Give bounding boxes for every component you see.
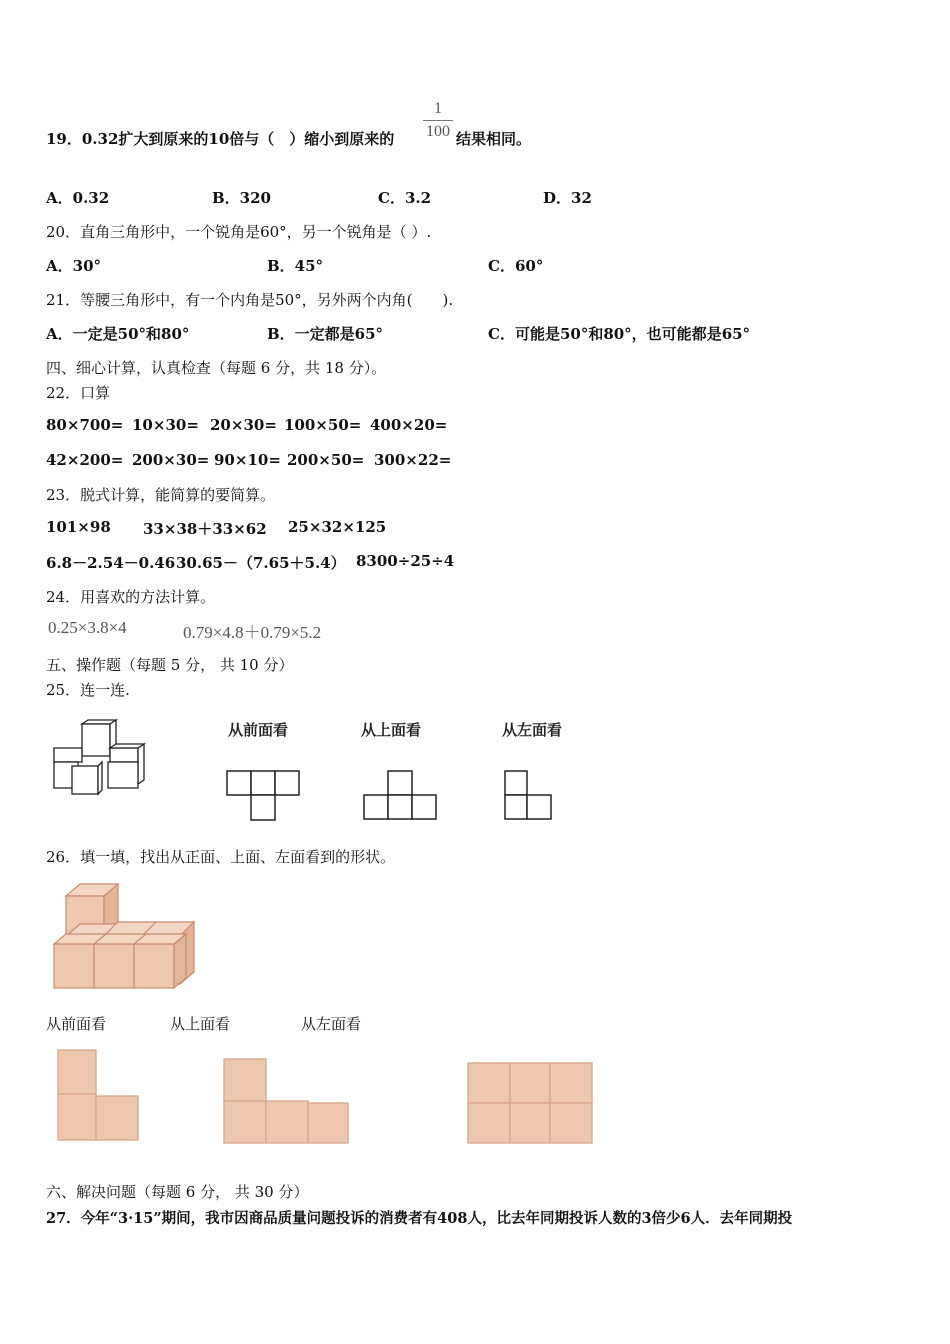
q23-item: 33×38＋33×62	[143, 520, 267, 538]
q22-item: 80×700=	[46, 416, 124, 434]
q23-item: 30.65－（7.65＋5.4）	[176, 554, 346, 572]
q25-view-left-label: 从左面看	[502, 721, 563, 739]
q19-option-d[interactable]: D．32	[543, 189, 592, 207]
q25-view-front-label: 从前面看	[228, 721, 289, 739]
q22-item: 200×30=	[132, 451, 210, 469]
q26-view-front-shape[interactable]	[56, 1048, 142, 1142]
q27-stem: 27．今年“3·15”期间，我市因商品质量问题投诉的消费者有408人，比去年同期投诉人数的3倍少6人．去年同期投	[46, 1210, 793, 1227]
q20-stem: 20．直角三角形中，一个锐角是60°，另一个锐角是（ ）.	[46, 223, 432, 241]
q25-cube-figure	[50, 718, 150, 798]
q21-stem: 21．等腰三角形中，有一个内角是50°，另外两个内角( ).	[46, 291, 454, 309]
fraction-numerator: 1	[434, 100, 442, 117]
q25-title: 25．连一连.	[46, 681, 130, 699]
q19-option-a[interactable]: A．0.32	[46, 189, 110, 207]
q20-option-c[interactable]: C．60°	[488, 257, 544, 275]
q19-stem	[46, 128, 394, 149]
q19-text-after: 结果相同。	[456, 130, 532, 148]
q24-expr-2: 0.79×4.8＋0.79×5.2	[183, 623, 322, 642]
q22-item: 42×200=	[46, 451, 124, 469]
q22-item: 200×50=	[287, 451, 365, 469]
q26-view-front-label: 从前面看	[46, 1015, 107, 1033]
q19-text-before: 19．0.32扩大到原来的10倍与（ ）缩小到原来的	[46, 130, 395, 148]
q25-view-top-shape[interactable]	[363, 770, 439, 822]
q25-view-left-shape[interactable]	[504, 770, 556, 822]
q23-item: 8300÷25÷4	[356, 552, 455, 570]
q22-item: 10×30=	[132, 416, 199, 434]
q21-option-b[interactable]: B．一定都是65°	[267, 325, 384, 343]
q23-item: 6.8－2.54－0.46	[46, 554, 176, 572]
q24-title: 24．用喜欢的方法计算。	[46, 588, 216, 606]
q25-view-front-shape[interactable]	[226, 770, 302, 822]
q26-view-left-shape[interactable]	[466, 1061, 594, 1145]
q23-item: 101×98	[46, 518, 111, 536]
q19-fraction	[423, 100, 453, 141]
q26-title: 26．填一填，找出从正面、上面、左面看到的形状。	[46, 848, 396, 866]
q22-item: 90×10=	[214, 451, 281, 469]
q26-view-top-shape[interactable]	[222, 1057, 352, 1145]
q23-item: 25×32×125	[288, 518, 387, 536]
q25-view-top-label: 从上面看	[361, 721, 422, 739]
q22-title: 22．口算	[46, 384, 111, 402]
fraction-denominator: 100	[426, 123, 450, 140]
q20-option-b[interactable]: B．45°	[267, 257, 324, 275]
q22-item: 100×50=	[284, 416, 362, 434]
section-4-heading: 四、细心计算，认真检查（每题 6 分，共 18 分）。	[46, 359, 387, 377]
q21-option-a[interactable]: A．一定是50°和80°	[46, 325, 190, 343]
q23-title: 23．脱式计算，能简算的要简算。	[46, 486, 276, 504]
q20-option-a[interactable]: A．30°	[46, 257, 102, 275]
q22-item: 400×20=	[370, 416, 448, 434]
q26-view-left-label: 从左面看	[301, 1015, 362, 1033]
q26-box-figure	[52, 880, 204, 990]
q26-view-top-label: 从上面看	[170, 1015, 231, 1033]
q22-item: 20×30=	[210, 416, 277, 434]
q22-item: 300×22=	[374, 451, 452, 469]
q19-option-c[interactable]: C．3.2	[378, 189, 432, 207]
section-6-heading: 六、解决问题（每题 6 分， 共 30 分）	[46, 1183, 309, 1201]
q24-expr-1: 0.25×3.8×4	[48, 618, 127, 637]
section-5-heading: 五、操作题（每题 5 分， 共 10 分）	[46, 656, 294, 674]
q21-option-c[interactable]: C．可能是50°和80°，也可能都是65°	[488, 325, 751, 343]
q19-option-b[interactable]: B．320	[212, 189, 271, 207]
